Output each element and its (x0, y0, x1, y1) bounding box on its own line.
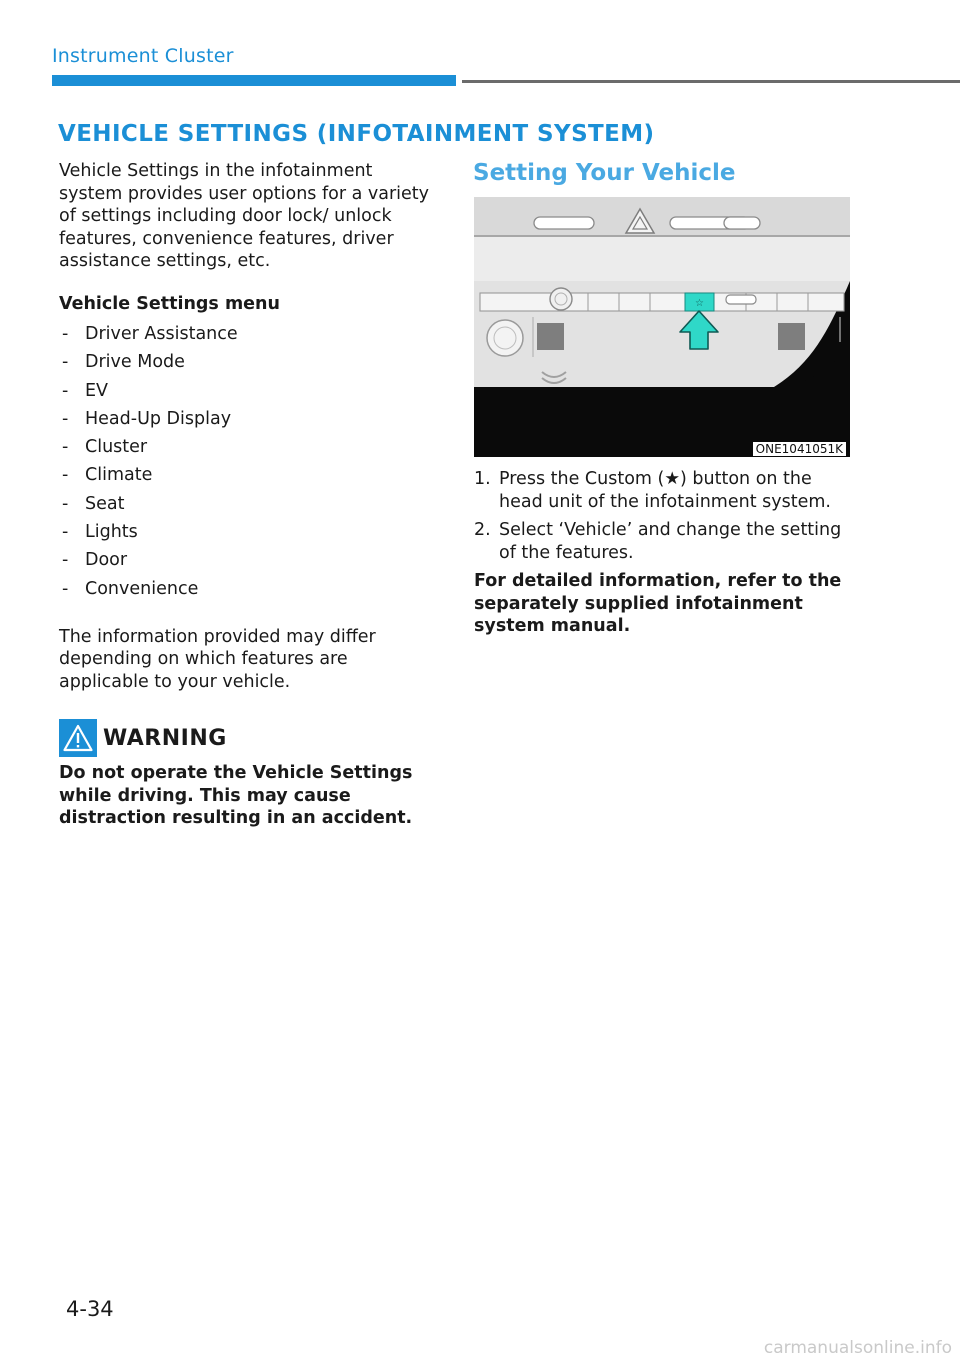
left-column (59, 160, 429, 693)
menu-item-door: - Door (59, 549, 429, 577)
dashboard-illustration (474, 197, 850, 457)
menu-title: Vehicle Settings menu (59, 293, 280, 314)
step-number: 1. (474, 469, 491, 489)
intro-paragraph: Vehicle Settings in the infotainment system provides user options for a variety of settings including door lock/ unlock features, convenience features, driver assistance settings, etc. (59, 161, 430, 271)
svg-text:☆: ☆ (695, 298, 704, 309)
step-item (474, 468, 850, 513)
reference-note: For detailed information, refer to the separately supplied infotainment system manual. (474, 571, 842, 636)
step-text: Press the Custom (★) button on the head unit of the infotainment system. (499, 469, 831, 512)
warning-triangle-icon (59, 719, 97, 757)
step-item (474, 519, 850, 564)
warning-title: WARNING (103, 725, 227, 751)
dashboard-figure (474, 197, 850, 457)
menu-item-drive-mode: - Drive Mode (59, 351, 429, 379)
warning-box (59, 718, 429, 830)
watermark: carmanualsonline.info (763, 1338, 952, 1358)
page-number: 4-34 (66, 1297, 114, 1321)
menu-item-ev: - EV (59, 380, 429, 408)
warning-text: Do not operate the Vehicle Settings while driving. This may cause distraction resulting in an accident. (59, 763, 413, 828)
header-title: Instrument Cluster (52, 45, 234, 67)
menu-item-convenience: - Convenience (59, 578, 429, 606)
menu-item-seat: - Seat (59, 493, 429, 521)
right-column (474, 468, 850, 638)
steps-list (474, 468, 850, 564)
section-title: VEHICLE SETTINGS (INFOTAINMENT SYSTEM) (58, 121, 655, 147)
menu-item-climate: - Climate (59, 464, 429, 492)
header-bar-gray (462, 80, 960, 83)
menu-item-head-up-display: - Head-Up Display (59, 408, 429, 436)
header-bar-blue (52, 75, 456, 86)
figure-label: ONE1041051K (753, 442, 846, 456)
menu-list (59, 323, 429, 606)
step-number: 2. (474, 520, 491, 540)
note-paragraph: The information provided may differ depending on which features are applicable to your vehicle. (59, 626, 376, 692)
step-text: Select ‘Vehicle’ and change the setting of the features. (499, 520, 842, 563)
subsection-title: Setting Your Vehicle (473, 160, 736, 186)
warning-header (59, 718, 429, 758)
menu-item-cluster: - Cluster (59, 436, 429, 464)
menu-item-driver-assistance: - Driver Assistance (59, 323, 429, 351)
menu-item-lights: - Lights (59, 521, 429, 549)
